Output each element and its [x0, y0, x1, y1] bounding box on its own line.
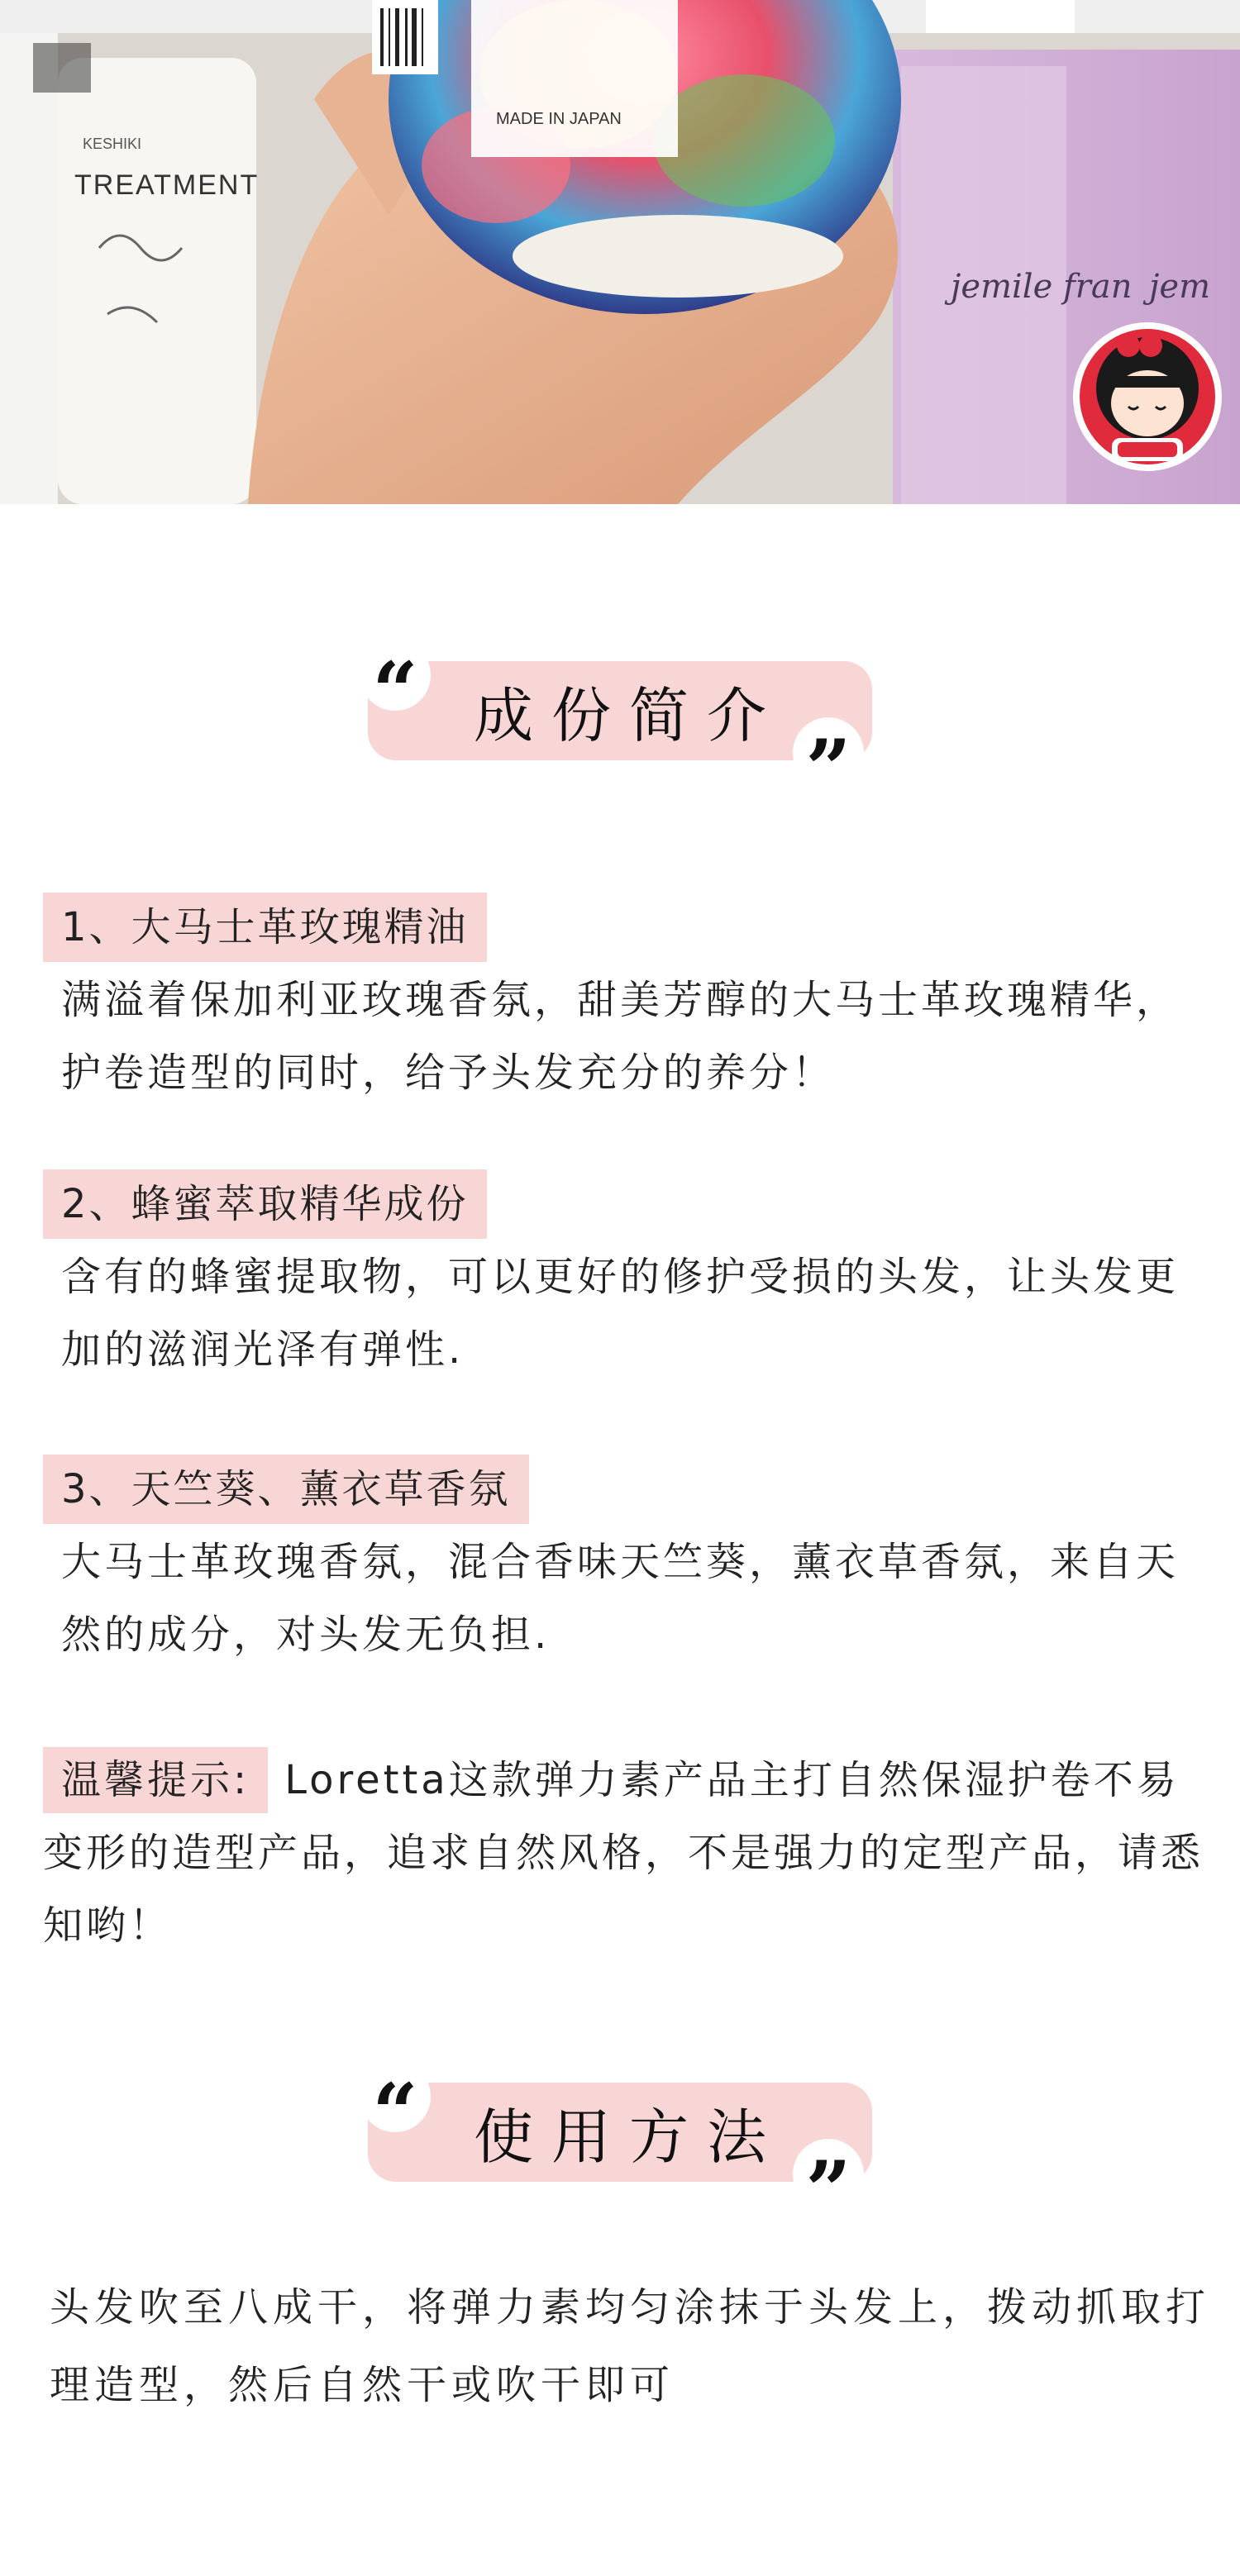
- usage-body: 头发吹至八成干，将弹力素均匀涂抹于头发上，拨动抓取打理造型，然后自然干或吹干即可: [50, 2284, 1211, 2408]
- ingredient-title-1: 1、大马士革玫瑰精油: [43, 893, 487, 962]
- close-quote-icon: ”: [793, 2139, 864, 2210]
- section-badge-usage: [368, 2066, 872, 2237]
- ingredient-body-2: 含有的蜂蜜提取物，可以更好的修护受损的头发，让头发更加的滋润光泽有弹性.: [61, 1254, 1180, 1373]
- product-label-made: MADE IN JAPAN: [496, 110, 622, 128]
- product-photo: [0, 0, 1240, 504]
- ingredient-title-2: 2、蜂蜜萃取精华成份: [43, 1169, 487, 1239]
- tip-label: 温馨提示:: [43, 1747, 268, 1813]
- open-quote-icon: “: [360, 2061, 431, 2132]
- shelf-right-brand: jemile fran: [951, 268, 1133, 306]
- tip-block: [43, 1744, 1210, 1962]
- ingredient-body-3: 大马士革玫瑰香氛，混合香味天竺葵，薰衣草香氛，来自天然的成分，对头发无负担.: [61, 1539, 1180, 1658]
- shelf-left-brand: KESHIKI: [83, 136, 142, 152]
- shelf-left-label: TREATMENT: [74, 169, 260, 201]
- section-badge-ingredients: [368, 645, 872, 816]
- section-title-usage: 使用方法: [473, 2102, 785, 2172]
- svg-text:jem: jem: [1149, 268, 1211, 306]
- section-title-ingredients: 成份简介: [473, 681, 785, 750]
- mascot-logo-icon: [1073, 322, 1222, 471]
- close-quote-icon: ”: [793, 717, 864, 788]
- tip-text: Loretta这款弹力素产品主打自然保湿护卷不易变形的造型产品，追求自然风格，不是强力的定型产品，请悉知哟！: [43, 1757, 1204, 1949]
- ingredient-title-3: 3、天竺葵、薰衣草香氛: [43, 1455, 529, 1524]
- open-quote-icon: “: [360, 640, 431, 711]
- ingredient-body-1: 满溢着保加利亚玫瑰香氛，甜美芳醇的大马士革玫瑰精华，护卷造型的同时，给予头发充分的养分！: [61, 977, 1180, 1096]
